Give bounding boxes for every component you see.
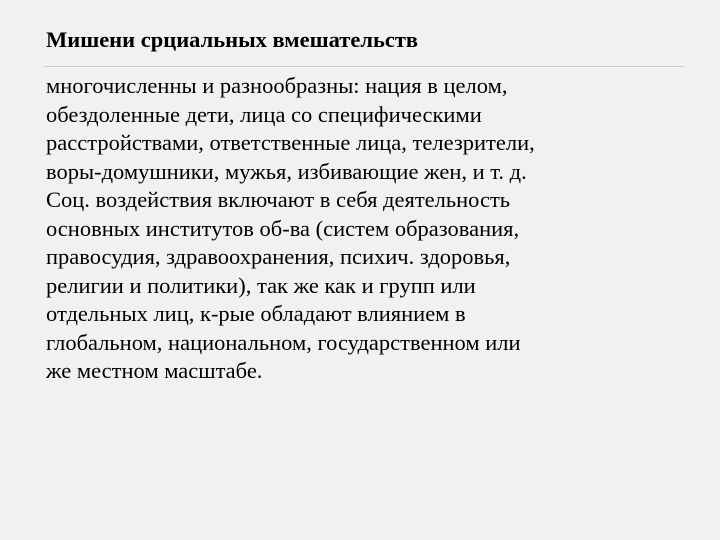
paragraph-line: религии и политики), так же как и групп или bbox=[46, 272, 476, 298]
paragraph-social-impacts bbox=[46, 186, 696, 386]
paragraph-line: основных институтов об-ва (систем образования, bbox=[46, 215, 520, 241]
paragraph-line: глобальном, национальном, государственном или bbox=[46, 329, 521, 355]
paragraph-line: же местном масштабе. bbox=[46, 358, 263, 383]
paragraph-line: воры-домушники, мужья, избивающие жен, и т. д. bbox=[46, 158, 527, 184]
title-divider bbox=[44, 66, 684, 67]
paragraph-targets bbox=[46, 72, 696, 186]
paragraph-line: отдельных лиц, к-рые обладают влиянием в bbox=[46, 301, 466, 326]
paragraph-line: обездоленные дети, лица со специфическими bbox=[46, 101, 482, 127]
paragraph-line: многочисленны и разнообразны: нация в целом, bbox=[46, 73, 508, 98]
slide-body bbox=[46, 72, 696, 386]
slide-title: Мишени срциальных вмешательств bbox=[46, 27, 419, 52]
paragraph-line: Соц. воздействия включают в себя деятельность bbox=[46, 187, 511, 212]
paragraph-line: правосудия, здравоохранения, психич. здоровья, bbox=[46, 244, 511, 269]
paragraph-line: расстройствами, ответственные лица, телезрители, bbox=[46, 130, 535, 155]
